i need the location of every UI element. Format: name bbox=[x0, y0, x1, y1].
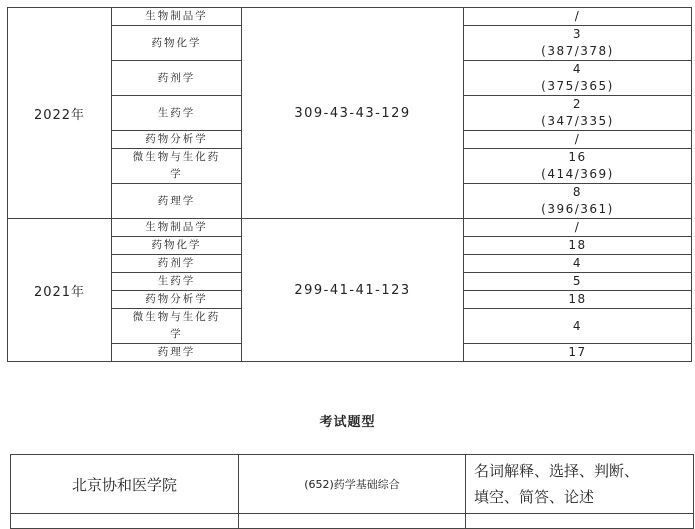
major-name-line: 学 bbox=[170, 168, 183, 180]
admit-count: 3 bbox=[572, 27, 583, 41]
admit-count-cell: / bbox=[464, 219, 692, 237]
major-cell: 药理学 bbox=[112, 184, 242, 219]
score-range: (347/335) bbox=[541, 114, 614, 128]
admit-count-cell bbox=[464, 149, 692, 184]
admit-count: 8 bbox=[572, 185, 583, 199]
score-range: (396/361) bbox=[541, 202, 614, 216]
admit-count-cell: 17 bbox=[464, 344, 692, 362]
year-cell: 2021年 bbox=[8, 219, 112, 362]
admit-count-cell bbox=[464, 26, 692, 61]
admit-count-cell: 4 bbox=[464, 309, 692, 344]
admit-count-cell bbox=[464, 96, 692, 131]
question-types-cell bbox=[466, 455, 694, 514]
score-range: (375/365) bbox=[541, 79, 614, 93]
score-range: (387/378) bbox=[541, 44, 614, 58]
admit-count-cell bbox=[464, 184, 692, 219]
empty-cell bbox=[239, 514, 466, 529]
admit-count-cell: 4 bbox=[464, 255, 692, 273]
question-types-line: 名词解释、选择、判断、 bbox=[474, 462, 640, 480]
major-cell: 药物化学 bbox=[112, 237, 242, 255]
major-cell: 药物化学 bbox=[112, 26, 242, 61]
major-cell: 生物制品学 bbox=[112, 219, 242, 237]
score-line-cell: 299-41-41-123 bbox=[242, 219, 464, 362]
major-cell: 药物分析学 bbox=[112, 291, 242, 309]
major-cell: 生药学 bbox=[112, 273, 242, 291]
admit-count: 2 bbox=[572, 97, 583, 111]
exam-subject-cell: (652)药学基础综合 bbox=[239, 455, 466, 514]
admit-count-cell: 18 bbox=[464, 237, 692, 255]
year-cell: 2022年 bbox=[8, 8, 112, 219]
major-cell: 生药学 bbox=[112, 96, 242, 131]
admit-count-cell: / bbox=[464, 8, 692, 26]
table-row bbox=[8, 8, 692, 26]
major-cell bbox=[112, 309, 242, 344]
major-cell: 药剂学 bbox=[112, 61, 242, 96]
table-row bbox=[8, 219, 692, 237]
major-cell: 药剂学 bbox=[112, 255, 242, 273]
admit-count: 4 bbox=[572, 62, 583, 76]
admit-count: 16 bbox=[568, 150, 587, 164]
major-cell bbox=[112, 149, 242, 184]
table-row bbox=[11, 514, 694, 529]
admit-count-cell: 5 bbox=[464, 273, 692, 291]
table-row bbox=[11, 455, 694, 514]
exam-types-heading: 考试题型 bbox=[319, 415, 376, 430]
major-name-line: 学 bbox=[170, 328, 183, 340]
score-range: (414/369) bbox=[541, 167, 614, 181]
major-cell: 生物制品学 bbox=[112, 8, 242, 26]
major-name-line: 微生物与生化药 bbox=[132, 311, 221, 323]
admit-count-cell: / bbox=[464, 131, 692, 149]
exam-types-table bbox=[10, 454, 694, 529]
admission-score-table bbox=[7, 7, 692, 362]
major-name-line: 微生物与生化药 bbox=[132, 151, 221, 163]
major-cell: 药理学 bbox=[112, 344, 242, 362]
empty-cell bbox=[11, 514, 239, 529]
major-cell: 药物分析学 bbox=[112, 131, 242, 149]
admit-count-cell bbox=[464, 61, 692, 96]
question-types-line: 填空、简答、论述 bbox=[474, 488, 595, 506]
empty-cell bbox=[466, 514, 694, 529]
school-cell: 北京协和医学院 bbox=[11, 455, 239, 514]
admit-count-cell: 18 bbox=[464, 291, 692, 309]
score-line-cell: 309-43-43-129 bbox=[242, 8, 464, 219]
